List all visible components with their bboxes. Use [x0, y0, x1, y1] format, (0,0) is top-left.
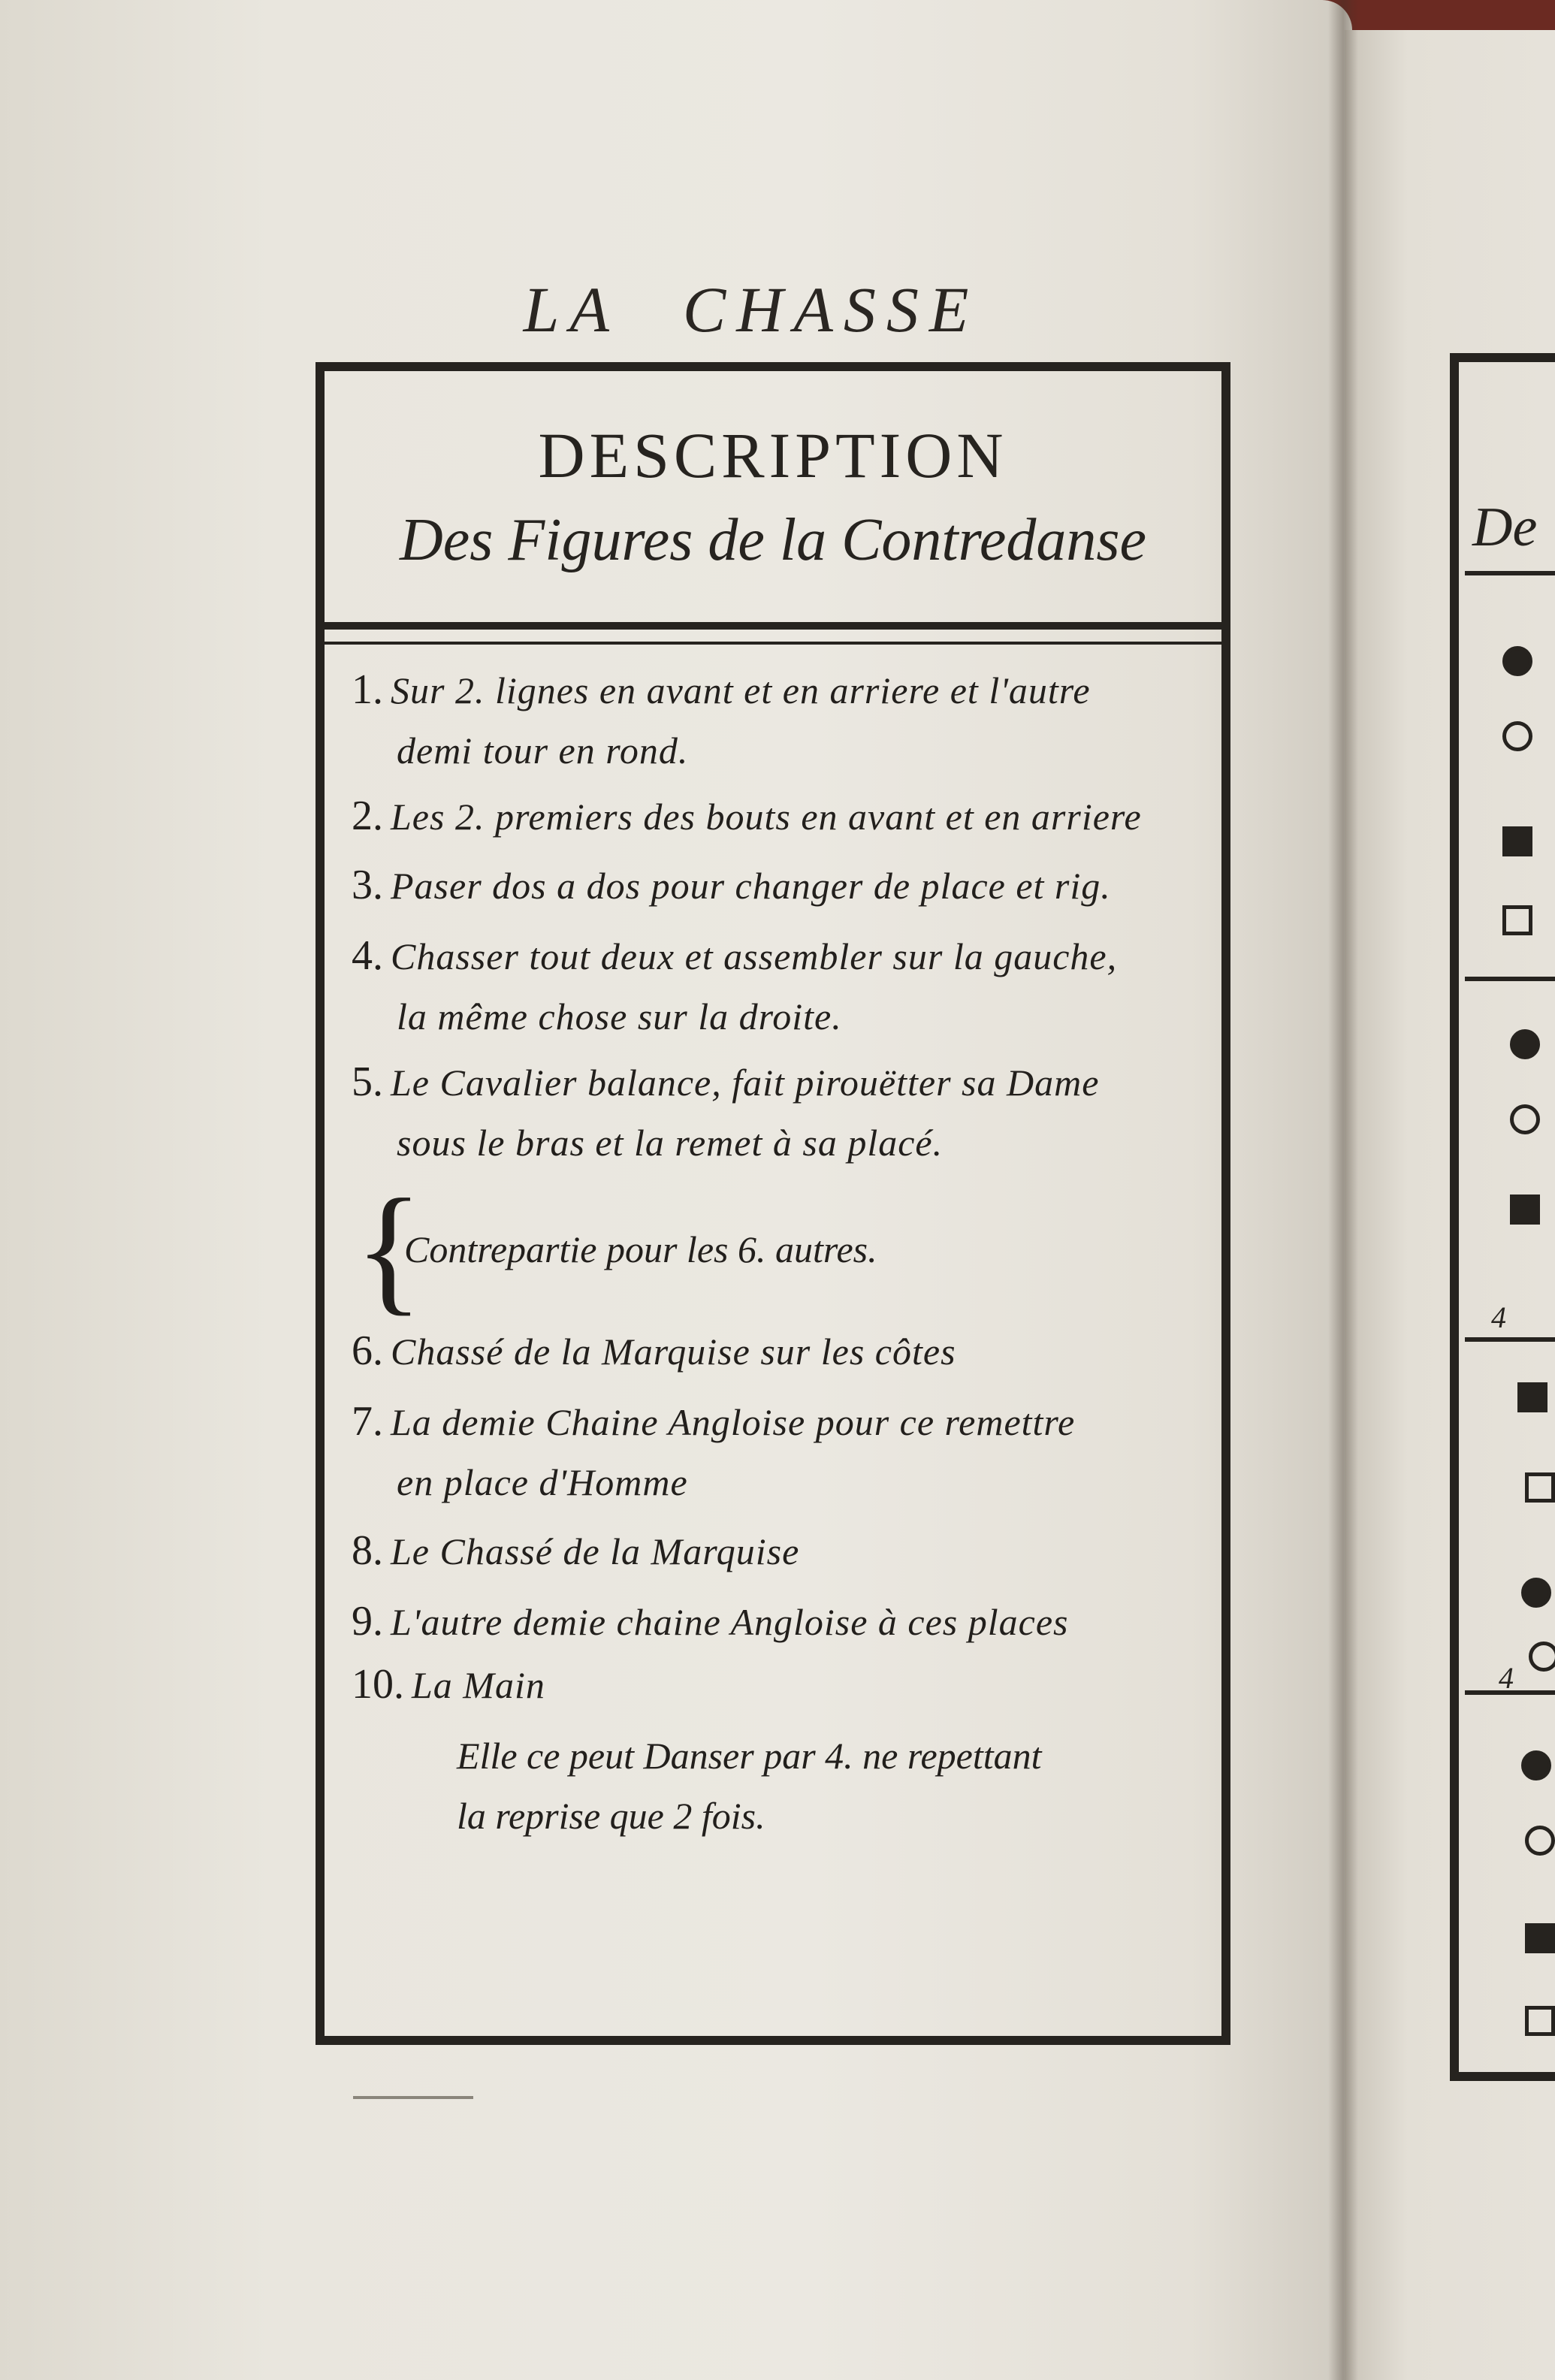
dancer-square-icon	[1502, 826, 1532, 856]
figure-text-cont: demi tour en rond.	[397, 729, 689, 772]
dancer-circle-icon	[1529, 1642, 1555, 1672]
brace-icon: {	[355, 1170, 424, 1328]
figure-item	[352, 1597, 1203, 1645]
figure-text: Chasser tout deux et assembler sur la gauche,	[391, 935, 1118, 977]
figure-text: Paser dos a dos pour changer de place et rig.	[391, 865, 1111, 907]
figure-item	[352, 666, 1203, 772]
figure-item	[352, 1660, 1203, 1708]
dancer-open-square-icon	[1525, 1472, 1555, 1503]
description-frame	[316, 362, 1230, 2045]
figure-number-label: 4	[1491, 1300, 1506, 1334]
figure-item	[352, 1397, 1203, 1504]
counterpart-note	[352, 1170, 1203, 1328]
counterpart-text: Contrepartie pour les 6. autres.	[404, 1228, 877, 1270]
ink-mark	[353, 2096, 473, 2099]
figure-text: L'autre demie chaine Angloise à ces places	[391, 1601, 1069, 1643]
dancer-circle-icon	[1525, 1826, 1555, 1856]
dancer-dot-icon	[1502, 646, 1532, 676]
figure-number: 3.	[352, 862, 383, 908]
figure-text-cont: en place d'Homme	[397, 1461, 688, 1503]
figure-item	[352, 1058, 1203, 1164]
performance-note	[352, 1734, 1203, 1838]
right-page-divider	[1465, 571, 1555, 575]
frame-subtitle: Des Figures de la Contredanse	[400, 507, 1146, 573]
figure-text: Sur 2. lignes en avant et en arriere et l'autre	[391, 669, 1091, 711]
figure-number: 5.	[352, 1059, 383, 1105]
figure-item	[352, 792, 1203, 840]
right-page-divider	[1465, 977, 1555, 981]
figure-text: Les 2. premiers des bouts en avant et en arriere	[391, 796, 1142, 838]
dancer-dot-icon	[1521, 1578, 1551, 1608]
frame-title: DESCRIPTION	[538, 419, 1008, 491]
book-gutter	[1328, 0, 1358, 2380]
note-line: la reprise que 2 fois.	[457, 1795, 765, 1837]
figure-text: Le Cavalier balance, fait pirouëtter sa Dame	[391, 1062, 1100, 1104]
figure-number: 9.	[352, 1598, 383, 1645]
figure-item	[352, 861, 1203, 909]
figure-number: 10.	[352, 1661, 404, 1708]
frame-divider	[325, 622, 1221, 645]
figure-text: Chassé de la Marquise sur les côtes	[391, 1330, 956, 1373]
figure-number: 2.	[352, 793, 383, 839]
figure-number: 4.	[352, 932, 383, 979]
dancer-open-square-icon	[1502, 905, 1532, 935]
figure-number: 1.	[352, 666, 383, 713]
dancer-open-square-icon	[1525, 2006, 1555, 2036]
figure-number: 7.	[352, 1398, 383, 1445]
right-page-divider	[1465, 1337, 1555, 1342]
figure-number: 8.	[352, 1527, 383, 1574]
figures-list	[352, 666, 1203, 1854]
dancer-dot-icon	[1510, 1029, 1540, 1059]
dancer-square-icon	[1517, 1382, 1547, 1412]
figure-text: La demie Chaine Angloise pour ce remettre	[391, 1401, 1076, 1443]
right-page-fragment: De	[1472, 497, 1538, 558]
figure-item	[352, 1327, 1203, 1375]
figure-number-label: 4	[1499, 1661, 1514, 1695]
figure-text: La Main	[412, 1664, 545, 1706]
figure-text-cont: la même chose sur la droite.	[397, 995, 842, 1037]
figure-item	[352, 1527, 1203, 1575]
figure-item	[352, 932, 1203, 1038]
note-line: Elle ce peut Danser par 4. ne repettant	[457, 1735, 1042, 1777]
dancer-square-icon	[1510, 1195, 1540, 1225]
dancer-circle-icon	[1510, 1104, 1540, 1134]
dancer-circle-icon	[1502, 721, 1532, 751]
figure-text: Le Chassé de la Marquise	[391, 1530, 800, 1572]
dancer-dot-icon	[1521, 1750, 1551, 1780]
page-title: LA CHASSE	[523, 273, 980, 346]
dancer-square-icon	[1525, 1923, 1555, 1953]
figure-text-cont: sous le bras et la remet à sa placé.	[397, 1122, 944, 1164]
figure-number: 6.	[352, 1327, 383, 1374]
